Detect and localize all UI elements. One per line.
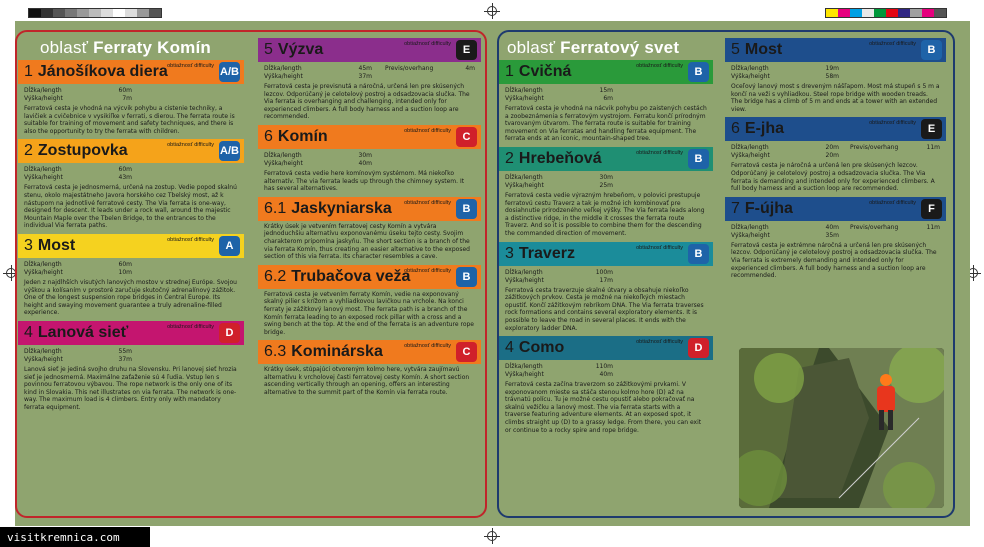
stat-value: 35m [825, 231, 839, 239]
route-number: 4 [505, 339, 514, 357]
route-number: 6.3 [264, 343, 287, 361]
difficulty-badge: B [456, 199, 477, 219]
route-header[interactable] [258, 38, 481, 62]
registration-mark-bottom [487, 531, 497, 541]
route-header[interactable] [18, 321, 244, 345]
difficulty-label: obtiažnosť difficulty [636, 339, 683, 346]
route-section [499, 60, 713, 143]
stat-value: 100m [595, 268, 613, 276]
difficulty-badge: A [219, 236, 240, 256]
color-bar-left [28, 8, 162, 18]
route-number: 2 [24, 142, 33, 160]
stat-label: Výška/height [264, 73, 303, 80]
route-number: 4 [24, 323, 33, 341]
route-header[interactable] [725, 38, 946, 62]
stat-label: Výška/height [505, 371, 544, 379]
stat-label: Dĺžka/length [731, 144, 769, 152]
footer-website[interactable]: visitkremnica.com [0, 527, 150, 547]
route-header[interactable] [258, 340, 481, 364]
climber-photo [739, 348, 944, 508]
route-description: Krátky úsek, stúpajúci otvoreným kolmo here, vytvára zaujímavú alternatívu k vrcholovej časti ferratovej cesty Komín. A short section ascending vertically through an opening, offers an interesting alternative to the summit part of the Komín via ferrata route. [264, 366, 470, 397]
stat-label: Dĺžka/length [24, 260, 62, 268]
stat-value: 6m [603, 95, 613, 102]
stat-label: Výška/height [24, 268, 63, 276]
extra-value: 11m [926, 144, 940, 152]
difficulty-badge: B [921, 40, 942, 60]
route-number: 7 [731, 199, 740, 217]
stat-label: Dĺžka/length [24, 166, 62, 174]
route-stats [725, 141, 946, 160]
difficulty-label: obtiažnosť difficulty [636, 244, 683, 251]
difficulty-badge: E [921, 119, 942, 139]
stat-label: Dĺžka/length [505, 87, 543, 94]
stat-value: 45m [358, 65, 372, 72]
stat-value: 60m [118, 166, 132, 174]
stat-label: Dĺžka/length [264, 65, 302, 72]
route-description: Ferratová cesta je vhodná na výcvik pohybu a cistenie techniky, a lavičiek a cvičebnice v vysikiľke v ferrati, s dierou. The ferrata route is suitable for training of movement and safety techniques, and there is also the opportunity to try the ferrata with children. [24, 105, 235, 135]
route-section [499, 242, 713, 333]
stat-label: Dĺžka/length [505, 268, 543, 276]
route-name: Como [518, 339, 565, 357]
right-panel-title [507, 38, 679, 58]
extra-label: Previs/overhang [850, 144, 899, 152]
route-stats [18, 84, 244, 103]
route-section [258, 38, 481, 121]
stat-value: 43m [118, 174, 132, 182]
route-number: 1 [505, 63, 514, 80]
route-stats [18, 345, 244, 364]
difficulty-badge: C [456, 127, 477, 147]
route-section [258, 265, 481, 337]
stat-label: Dĺžka/length [731, 223, 769, 231]
route-stats [18, 258, 244, 277]
stat-value: 7m [122, 95, 132, 102]
extra-value: 4m [465, 65, 475, 72]
route-number: 3 [24, 236, 33, 254]
right-title-name: Ferratový svet [560, 38, 680, 57]
route-stats [725, 62, 946, 81]
route-stats [499, 360, 713, 379]
stat-value: 40m [825, 223, 839, 231]
stat-value: 58m [825, 73, 839, 80]
route-section [258, 197, 481, 261]
difficulty-label: obtiažnosť difficulty [167, 236, 214, 243]
route-section [499, 336, 713, 434]
stat-value: 60m [118, 87, 132, 94]
route-section [18, 234, 244, 317]
route-section [725, 117, 946, 192]
route-section [18, 60, 244, 135]
difficulty-badge: B [688, 62, 709, 82]
extra-label: Previs/overhang [850, 223, 899, 231]
route-section [258, 340, 481, 396]
stat-value: 17m [599, 276, 613, 284]
color-bar-right [825, 8, 947, 18]
route-name: Hrebeňová [518, 149, 602, 167]
stat-label: Dĺžka/length [24, 347, 62, 355]
right-title-prefix: oblasť [507, 38, 556, 57]
stat-label: Dĺžka/length [264, 151, 302, 159]
route-header[interactable] [18, 139, 244, 163]
route-name: Most [37, 236, 76, 254]
stat-value: 110m [595, 363, 613, 371]
right-column-1 [499, 60, 713, 438]
route-section [18, 139, 244, 230]
difficulty-badge: A/B [219, 141, 240, 161]
route-name: Cvičná [518, 63, 572, 80]
route-stats [499, 266, 713, 285]
difficulty-badge: D [688, 338, 709, 358]
difficulty-label: obtiažnosť difficulty [869, 199, 916, 206]
stat-label: Dĺžka/length [505, 363, 543, 371]
route-section [725, 197, 946, 280]
route-description: Ferratová cesta vedie výrazným hrebeňom, v polovici prestupuje ferratovú cestu Traverz a tak je možné ich kombinovať pre dosiahnutie prirodzeného veľkej výšky. The Via ferrata leads along a distinctive ridge, in the middle it crosses the ferrata route Traverz. And so it is possible to combine them for the descending the commanded direction of movement. [505, 191, 705, 237]
route-name: Trubačova veža [291, 267, 411, 285]
route-stats [499, 171, 713, 190]
stat-value: 55m [118, 347, 132, 355]
route-name: Komín [277, 127, 328, 145]
route-number: 6 [264, 127, 273, 145]
route-header[interactable] [18, 60, 244, 84]
route-number: 5 [731, 41, 740, 58]
difficulty-label: obtiažnosť difficulty [636, 63, 683, 69]
route-header[interactable] [258, 125, 481, 149]
route-description: Jeden z najdlhších visutých lanových mostov v strednej Európe. Svojou výškou a kolísaním v prostoré zaručuje skutočný adrenalínový zážitok. One of the longest suspension rope bridges in Central Europe. Its height and swaying movement guarantee a truly adrenaline-filled experience. [24, 278, 237, 317]
difficulty-label: obtiažnosť difficulty [167, 63, 214, 69]
route-number: 3 [505, 244, 514, 262]
stat-value: 20m [825, 144, 839, 152]
stat-label: Dĺžka/length [24, 87, 62, 94]
route-stats [258, 62, 481, 81]
route-stats [258, 149, 481, 168]
route-description: Lanová sieť je jediná svojho druhu na Slovensku. Pri lanovej sieť hrozia sieť je jednosmerná. Maximálne zaťaženie sú 4 ľudia. Vstup len s povinnou ferratovou výbavou. The rope network is the only one of its kind in Slovakia. This net illustrates on via ferrata. The network is one-way. The maximum load is 4 climbers. Entry only with mandatory ferrata equipment. [24, 365, 237, 411]
route-description: Ferratová cesta je previsnutá a náročná, určená len pre skúsených lezcov. Odporúčaný je celotelový postroj a odsadzovacia slučka. The Via ferrata is overhanging and challenging, intended only for experienced climbers. A full body harness and a suction loop are recommended. [264, 83, 470, 121]
route-description: Ferratová cesta je vhodná na nácvik pohybu po zaistených cestách a zoobeznámenia s ferratovým vystrojom. Ferratu končí prírodným tvarovaným útvarom. The ferrata route is suitable for training movement on Via ferratas and handling ferrata equipment. The ferrata ends at an iconic, mountain-shaped tree. [505, 105, 707, 143]
stat-value: 15m [599, 87, 613, 94]
difficulty-label: obtiažnosť difficulty [404, 41, 451, 47]
route-name: Most [744, 41, 783, 58]
route-description: Krátky úsek je vetvením ferratovej cesty Komín a vytvára jednoduchšiu alternatívu exponovanému úseku tejto cesty. Svojim charakterom pripomína jaskyňu. The short section is a branch of the via ferrata Komín, thus creating an easier alternative to the exposed section of this via ferrata. Its character resembles a cave. [264, 222, 470, 261]
route-section [725, 38, 946, 113]
difficulty-badge: B [456, 267, 477, 287]
route-header[interactable] [499, 336, 713, 360]
stat-label: Výška/height [505, 95, 544, 102]
route-number: 6.1 [264, 199, 287, 217]
right-column-2 [725, 38, 946, 284]
difficulty-badge: D [219, 323, 240, 343]
stat-label: Dĺžka/length [505, 173, 543, 181]
stat-label: Výška/height [24, 355, 63, 363]
route-description: Ferratová cesta vedie here komínovým systémom. Má niekoľko alternatív. The via ferrata leads up through the chimney system. It has several alternatives. [264, 169, 465, 193]
route-name: Výzva [277, 41, 324, 58]
stat-label: Výška/height [505, 276, 544, 284]
difficulty-badge: A/B [219, 62, 240, 82]
route-stats [725, 221, 946, 240]
route-name: Lanová sieť [37, 323, 129, 341]
route-stats [499, 84, 713, 103]
stat-label: Výška/height [731, 152, 770, 160]
route-header[interactable] [18, 234, 244, 258]
difficulty-label: obtiažnosť difficulty [404, 343, 451, 350]
stat-label: Výška/height [731, 73, 770, 80]
route-description: Ferratová cesta začína traverzom so zážitkovými prvkami. V exponovanom mieste sa stáča stenou kolmo hore (D) až na trávnatú polícu. Tu je možné cestu opustiť alebo pokračovať na skalnú vežičku a lanový most. The via ferrata starts with a traverse featuring adventure elements. At an exposed spot, it climbs straight up (D) to a grassy ledge. From there, you can exit or continue to a rocky spire and rope bridge. [505, 381, 702, 434]
route-description: Ferratová cesta je jednosmerná, určená na zostup. Vedie popod skalnú stenu, okolo majestátneho Javora horského cez Tbelský most, až k nástupom na jednotlivé ferratové cesty. The Via ferrata is one-way, designed for descent. It leads under a rock wall, around the majestic Mountain Maple over the Tbelen Bridge, to the entrances to the individual Via ferrata paths. [24, 184, 237, 230]
route-header[interactable] [725, 197, 946, 221]
route-header[interactable] [725, 117, 946, 141]
route-header[interactable] [499, 242, 713, 266]
stat-label: Výška/height [264, 159, 303, 167]
route-description: Ferratová cesta je náročná a určená len pre skúsených lezcov. Odporúčaný je celotelový postroj a odsadzovacia slučka. The Via ferrata is demanding and intended only for experienced climbers. A full body harness and a suction loop are recommended. [731, 162, 935, 193]
difficulty-label: obtiažnosť difficulty [167, 142, 214, 149]
route-section [499, 147, 713, 238]
route-header[interactable] [258, 265, 481, 289]
stat-label: Výška/height [24, 174, 63, 182]
route-name: E-jha [744, 120, 785, 138]
route-number: 2 [505, 149, 514, 167]
stat-value: 20m [825, 152, 839, 160]
route-stats [18, 163, 244, 182]
extra-label: Previs/overhang [385, 65, 434, 72]
route-section [258, 125, 481, 193]
left-column-2 [258, 38, 481, 401]
route-name: Zostupovka [37, 142, 128, 160]
stat-value: 40m [599, 371, 613, 379]
difficulty-badge: F [921, 199, 942, 219]
difficulty-label: obtiažnosť difficulty [869, 41, 916, 47]
difficulty-label: obtiažnosť difficulty [636, 149, 683, 156]
route-header[interactable] [499, 147, 713, 171]
difficulty-badge: E [456, 40, 477, 60]
route-name: Jaskyniarska [291, 199, 392, 217]
left-title-prefix: oblasť [40, 38, 89, 57]
registration-mark-top [487, 6, 497, 16]
stat-value: 60m [118, 260, 132, 268]
route-number: 6 [731, 120, 740, 138]
route-number: 1 [24, 63, 33, 80]
stat-label: Výška/height [505, 181, 544, 189]
route-number: 6.2 [264, 267, 287, 285]
stat-value: 40m [358, 159, 372, 167]
difficulty-badge: B [688, 244, 709, 264]
extra-value: 11m [926, 223, 940, 231]
route-name: Kominárska [291, 343, 383, 361]
route-name: Jánošíkova diera [37, 63, 168, 80]
route-description: Ferratová cesta traverzuje skalné útvary a obsahuje niekoľko zážitkových prvkov. Cesta je možné na niekoľkých miestach opustiť. Končí zážitkovým rebríkom DNA. The Via ferrata traverses rock formations and contains several exploratory elements. It is possible to leave the road in several places. It ends with the exploratory ladder DNA. [505, 286, 704, 332]
route-name: Traverz [518, 244, 575, 262]
stat-label: Výška/height [24, 95, 63, 102]
difficulty-label: obtiažnosť difficulty [404, 199, 451, 206]
stat-value: 37m [358, 73, 372, 80]
left-panel-title [40, 38, 211, 58]
left-title-name: Ferraty Komín [93, 38, 212, 57]
stat-value: 10m [118, 268, 132, 276]
route-name: F-újha [744, 199, 793, 217]
route-number: 5 [264, 41, 273, 58]
difficulty-badge: B [688, 149, 709, 169]
left-column-1 [18, 60, 244, 415]
stat-value: 19m [825, 65, 839, 72]
route-description: Oceľový lanový most s dreveným nášľapom. Most má stupeň s 5 m a končí na veži s vyhliadkou. Steel rope bridge with wooden treads. The bridge has a climb of 5 m and ends at a tower with an extended view. [731, 83, 940, 113]
route-header[interactable] [258, 197, 481, 221]
stat-value: 30m [599, 173, 613, 181]
difficulty-label: obtiažnosť difficulty [869, 120, 916, 127]
difficulty-label: obtiažnosť difficulty [167, 323, 214, 330]
stat-value: 25m [599, 181, 613, 189]
stat-value: 37m [118, 355, 132, 363]
route-description: Ferratová cesta je extrémne náročná a určená len pre skúsených lezcov. Odporúčaný je celotelový postroj a odsadzovacia slučka. The Via ferrata is extremely demanding and intended only for experienced climbers. A full body harness and a suction loop are recommended. [731, 241, 937, 280]
stat-label: Dĺžka/length [731, 65, 769, 72]
stat-label: Výška/height [731, 231, 770, 239]
difficulty-label: obtiažnosť difficulty [404, 127, 451, 134]
stat-value: 30m [358, 151, 372, 159]
difficulty-badge: C [456, 342, 477, 362]
route-section [18, 321, 244, 412]
difficulty-label: obtiažnosť difficulty [404, 267, 451, 274]
route-header[interactable] [499, 60, 713, 84]
route-description: Ferratová cesta je vetvením ferraty Komín, vedie na exponovaný skalný pilier s krížom a vyhliadkovou lavičkou na vrchole. Na konci ferraty je zážitkový lanový most. The ferrata path is a branch of the Komín ferrata leading to an exposed rock pillar with a cross and a swing bench at the top. At the end of the ferrata is an adventure rope bridge. [264, 290, 474, 336]
